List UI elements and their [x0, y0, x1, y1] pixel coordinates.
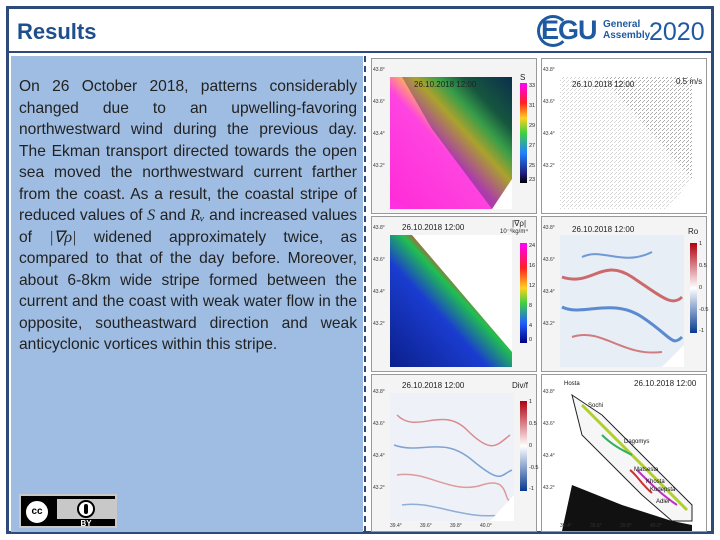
lat-tick: 43.4° [543, 289, 555, 295]
lat-tick: 43.2° [543, 485, 555, 491]
lon-tick: 39.4° [390, 523, 402, 529]
colorbar-tick: 16 [529, 263, 536, 269]
colorbar-units: 10⁻⁶kg/m⁴ [500, 229, 528, 235]
lon-tick: 39.8° [620, 523, 632, 529]
symbol-density-gradient: |∇ρ| [49, 228, 77, 246]
lat-tick: 43.2° [373, 163, 385, 169]
colorbar-tick: 4 [529, 323, 533, 329]
lat-tick: 43.8° [543, 67, 555, 73]
lat-tick: 43.6° [543, 421, 555, 427]
lat-tick: 43.4° [373, 289, 385, 295]
colorbar-tick: 29 [529, 123, 536, 129]
lon-tick: 40.0° [480, 523, 492, 529]
colorbar-label: |∇ρ| [512, 219, 527, 228]
panel-date: 26.10.2018 12:00 [402, 223, 465, 232]
place-label: Adler [656, 499, 671, 505]
page-title: Results [17, 19, 97, 44]
egu-logo-line1: General [603, 19, 641, 30]
colorbar-label: Div/f [512, 381, 528, 390]
panel-density-gradient [371, 216, 537, 372]
results-text-1: On 26 October 2018, patterns considerably changed due to an upwelling-favoring northwestward wind during the previous day. The Ekman transport directed towards the open sea moved the northwestward current farther from the coast. As a result, the coastal stripe of reduced values of [19, 78, 357, 224]
lon-tick: 39.8° [450, 523, 462, 529]
lon-tick: 39.6° [590, 523, 602, 529]
lat-tick: 43.8° [373, 389, 385, 395]
colorbar-tick: 1 [529, 399, 533, 405]
lat-tick: 43.2° [373, 321, 385, 327]
lat-tick: 43.6° [373, 257, 385, 263]
egu-logo-line2: Assembly [603, 30, 651, 41]
place-label: Sochi [588, 403, 604, 409]
colorbar-tick: 0.5 [529, 421, 537, 427]
cc-icon: cc [24, 499, 50, 525]
header-bar [9, 9, 711, 53]
colorbar-tick: -1 [529, 486, 534, 492]
cc-by-license-badge[interactable] [19, 494, 117, 528]
lat-tick: 43.8° [543, 389, 555, 395]
results-paragraph [19, 76, 357, 356]
symbol-vorticity: Rᵥ [190, 207, 205, 224]
results-figure [371, 58, 709, 534]
colorbar-label: Ro [688, 227, 699, 236]
lat-tick: 43.6° [543, 257, 555, 263]
colorbar-tick: 0 [699, 285, 703, 291]
panel-location-map [541, 374, 707, 532]
place-label: Matsesta [634, 467, 659, 473]
panel-date: 26.10.2018 12:00 [414, 80, 477, 89]
lat-tick: 43.6° [543, 99, 555, 105]
panel-divergence [371, 374, 537, 532]
symbol-salinity: S [147, 207, 156, 224]
results-text-4: widened approximately twice, as compared to that of the day before. Moreover, about 6-8km wide stripe formed between the current and the coast with weak water flow in the opposite, southeastward direction and weak anticyclonic vortices within this stripe. [19, 228, 357, 353]
rossby-map [542, 217, 708, 373]
results-text-3: and increased values of [19, 207, 357, 246]
lat-tick: 43.6° [373, 99, 385, 105]
text-panel [11, 56, 363, 532]
colorbar-tick: 25 [529, 163, 536, 169]
panel-salinity [371, 58, 537, 214]
colorbar-tick: 0 [529, 443, 533, 449]
panel-rossby [541, 216, 707, 372]
lat-tick: 43.2° [543, 321, 555, 327]
colorbar-tick: -1 [699, 328, 704, 334]
place-label: Hosta [564, 381, 580, 387]
colorbar-tick: -0.5 [529, 465, 539, 471]
location-map [542, 375, 708, 533]
colorbar-tick: 0.5 [699, 263, 707, 269]
lat-tick: 43.2° [543, 163, 555, 169]
place-label: Kudepsta [650, 487, 676, 493]
results-text-2: and [155, 207, 191, 224]
by-label: BY [80, 519, 92, 528]
colorbar-tick: 33 [529, 83, 536, 89]
divergence-map [372, 375, 538, 533]
panel-date: 26.10.2018 12:00 [402, 381, 465, 390]
colorbar-tick: 12 [529, 283, 536, 289]
egu-logo-mark: EGU [541, 15, 597, 45]
lat-tick: 43.4° [373, 131, 385, 137]
panel-date: 26.10.2018 12:00 [572, 225, 635, 234]
lat-tick: 43.4° [543, 131, 555, 137]
panel-date: 26.10.2018 12:00 [572, 80, 635, 89]
lat-tick: 43.4° [543, 453, 555, 459]
place-label: Khosta [646, 479, 665, 485]
lon-tick: 39.6° [420, 523, 432, 529]
egu-logo-subtitle [603, 19, 650, 41]
lat-tick: 43.8° [373, 67, 385, 73]
colorbar-label: S [520, 73, 526, 82]
colorbar-tick: -0.5 [699, 307, 709, 313]
colorbar-tick: 1 [699, 241, 703, 247]
lon-tick: 39.4° [560, 523, 572, 529]
lat-tick: 43.8° [373, 225, 385, 231]
lat-tick: 43.4° [373, 453, 385, 459]
lat-tick: 43.8° [543, 225, 555, 231]
slide [6, 6, 714, 534]
vector-scale-label: 0.5 m/s [676, 77, 703, 86]
person-icon [77, 500, 95, 518]
panel-date: 26.10.2018 12:00 [634, 379, 697, 388]
panel-velocity [541, 58, 707, 214]
colorbar-tick: 24 [529, 243, 536, 249]
lat-tick: 43.6° [373, 421, 385, 427]
colorbar-tick: 0 [529, 337, 533, 343]
colorbar-tick: 8 [529, 303, 533, 309]
density-gradient-map [372, 217, 538, 373]
egu-logo-year: 2020 [649, 18, 705, 46]
colorbar-tick: 27 [529, 143, 536, 149]
colorbar-tick: 23 [529, 177, 536, 183]
lat-tick: 43.2° [373, 485, 385, 491]
lon-tick: 40.0° [650, 523, 662, 529]
colorbar-tick: 31 [529, 103, 536, 109]
place-label: Dagomys [624, 439, 650, 445]
egu-logo [541, 13, 709, 51]
divider [364, 56, 370, 532]
